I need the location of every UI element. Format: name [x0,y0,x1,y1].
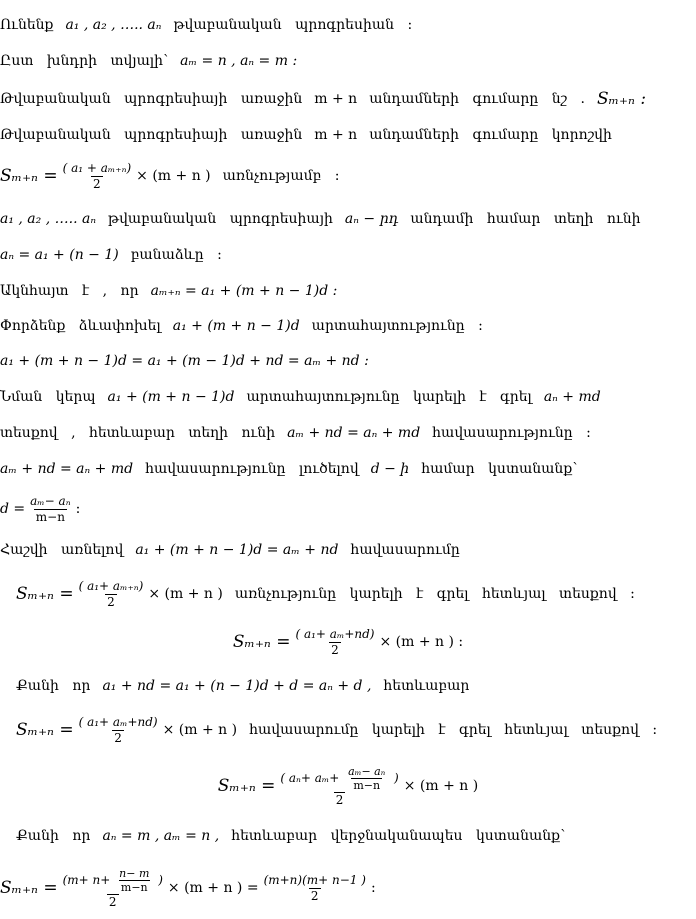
line-19-fraction [77,715,160,746]
line-12 [0,420,696,446]
line-14-denominator: m−n [35,509,65,524]
line-6-sequence: a₁ , a₂ , ….. aₙ [0,211,96,227]
line-3-sum-symbol: Sₘ₊ₙ : [596,89,647,109]
line-22 [0,860,696,916]
line-19-tail: հավասարումը կարելի է գրել հետևյալ տեսքով : [249,722,658,738]
line-22-inner-numerator: n− m [119,866,150,880]
line-7 [0,242,696,268]
line-10-equation: a₁ + (m + n − 1)d = a₁ + (m − 1)d + nd = aₘ + nd : [0,353,369,369]
line-10 [0,348,696,374]
line-20-fraction [278,765,400,808]
line-11-mid: արտահայտությունը կարելի է գրել [246,389,532,405]
line-11-equation-2: aₙ + md [543,389,601,405]
line-5-fraction [61,161,134,192]
line-18-equation: a₁ + nd = a₁ + (n − 1)d + d = aₙ + d , [102,678,372,694]
line-16-denominator: 2 [107,594,115,609]
line-16-numerator: ( a₁+ aₘ₊ₙ) [78,578,144,593]
line-6-an: aₙ − րդ [344,211,399,227]
line-1 [0,12,696,38]
line-20 [0,758,696,814]
line-22-numerator-start: (m+ n+ [62,872,111,887]
line-20-inner-fraction [346,765,387,792]
line-12-equation: aₘ + nd = aₙ + md [287,425,421,441]
line-22-numerator-end: ) [158,872,163,887]
line-21-tail: հետևաբար վերջնականապես կստանանք՝ [231,828,566,844]
line-5-multiplier: × (m + n ) [136,168,211,184]
line-9-tail: արտահայտությունը : [311,318,483,334]
line-20-inner-denominator: m−n [353,778,381,792]
line-5-numerator: ( a₁ + aₘ₊ₙ) [62,160,132,175]
line-21-equation: aₙ = m , aₘ = n , [102,828,220,844]
line-22-inner-denominator: m−n [120,880,148,894]
line-22-lhs: Sₘ₊ₙ = [0,878,58,898]
line-12-text: տեսքով , հետևաբար տեղի ունի [0,425,276,441]
line-13-tail: համար կստանանք՝ [421,461,578,477]
line-4 [0,122,696,148]
line-14-tail: : [75,501,81,517]
line-17-lhs: Sₘ₊ₙ = [232,632,291,652]
line-2 [0,48,696,74]
line-14 [0,489,696,529]
line-3-tail: անդամների գումարը նշ . [369,91,585,107]
line-2-equation: aₘ = n , aₙ = m : [180,53,298,69]
line-19-denominator: 2 [114,730,122,745]
line-17-fraction [293,627,376,658]
line-2-text: Ըստ խնդրի տվյալի՝ [0,53,169,69]
line-17-multiplier: × (m + n ) : [379,634,464,650]
line-13-mid: հավասարությունը լուծելով [145,461,359,477]
line-8-text: Ակնհայտ է , որ [0,283,139,299]
line-11 [0,384,696,410]
line-5-denominator: 2 [93,176,101,191]
line-20-numerator-end: ) [394,770,399,785]
line-7-tail: բանաձևը : [130,247,222,263]
line-14-numerator: aₘ− aₙ [30,493,71,508]
line-19-numerator: ( a₁+ aₘ+nd) [78,714,158,729]
line-17-numerator: ( a₁+ aₘ+nd) [295,626,375,641]
line-22-fraction [61,867,165,910]
line-18-text: Քանի որ [16,678,91,694]
line-8 [0,278,696,304]
line-14-fraction [28,494,72,525]
line-8-equation: aₘ₊ₙ = a₁ + (m + n − 1)d : [150,283,338,299]
line-22-denominator: 2 [108,894,117,909]
line-6 [0,206,696,232]
line-1-sequence: a₁ , a₂ , ….. aₙ [65,17,162,33]
line-13 [0,456,696,482]
line-5-tail: առնչությամբ : [222,168,340,184]
line-20-inner-numerator: aₘ− aₙ [348,764,386,778]
line-11-text: Նման կերպ [0,389,96,405]
line-19-lhs: Sₘ₊ₙ = [16,720,74,740]
line-4-tail: անդամների գումարը կորոշվի [369,127,612,143]
line-16-lhs: Sₘ₊ₙ = [16,584,74,604]
line-4-text: Թվաբանական պրոգրեսիայի առաջին [0,127,303,143]
line-17 [0,622,696,662]
line-5 [0,156,696,196]
line-18 [16,673,696,699]
line-1-text: Ունենք [0,17,54,33]
line-3-text: Թվաբանական պրոգրեսիայի առաջին [0,91,303,107]
line-16-fraction [77,579,146,610]
line-9-equation: a₁ + (m + n − 1)d [172,318,300,334]
line-16 [16,574,696,614]
line-18-tail: հետևաբար [383,678,470,694]
line-22-numerator [61,867,165,894]
line-3-mn: m + n [314,91,358,107]
line-21-text: Քանի որ [16,828,91,844]
line-20-numerator [278,765,400,792]
line-17-denominator: 2 [331,642,339,657]
line-20-denominator: 2 [335,792,344,807]
line-4-mn: m + n [314,127,358,143]
line-6-text: թվաբանական պրոգրեսիայի [108,211,333,227]
line-5-lhs: Sₘ₊ₙ = [0,166,58,186]
line-15-tail: հավասարումը [350,542,460,558]
line-1-tail: թվաբանական պրոգրեսիան : [173,17,413,33]
line-16-tail: առնչությունը կարելի է գրել հետևյալ տեսքով : [234,586,635,602]
line-6-tail: անդամի համար տեղի ունի [410,211,641,227]
line-22-fraction-2 [262,873,368,904]
line-13-equation: aₘ + nd = aₙ + md [0,461,134,477]
line-20-numerator-start: ( aₙ+ aₘ+ [280,770,340,785]
line-20-multiplier: × (m + n ) [403,778,479,794]
line-14-lhs: d = [0,501,26,517]
line-22-denominator-2: 2 [310,888,319,903]
line-21 [16,823,696,849]
line-11-equation: a₁ + (m + n − 1)d [107,389,235,405]
line-13-d: d − ի [370,461,410,477]
line-12-tail: հավասարությունը : [432,425,591,441]
line-3 [0,86,696,112]
line-7-equation: aₙ = a₁ + (n − 1) [0,247,119,263]
line-22-tail: : [370,880,376,896]
line-22-inner-fraction [117,867,151,894]
line-19 [16,710,696,750]
line-15-text: Հաշվի առնելով [0,542,124,558]
line-19-multiplier: × (m + n ) [162,722,238,738]
line-15 [0,537,696,563]
line-9 [0,313,696,339]
line-22-multiplier: × (m + n ) = [167,880,259,896]
line-20-lhs: Sₘ₊ₙ = [217,776,276,796]
line-22-numerator-2: (m+n)(m+ n−1 ) [263,872,366,887]
line-15-equation: a₁ + (m + n − 1)d = aₘ + nd [135,542,339,558]
line-9-text: Փորձենք ձևափոխել [0,318,161,334]
line-16-multiplier: × (m + n ) [148,586,223,602]
